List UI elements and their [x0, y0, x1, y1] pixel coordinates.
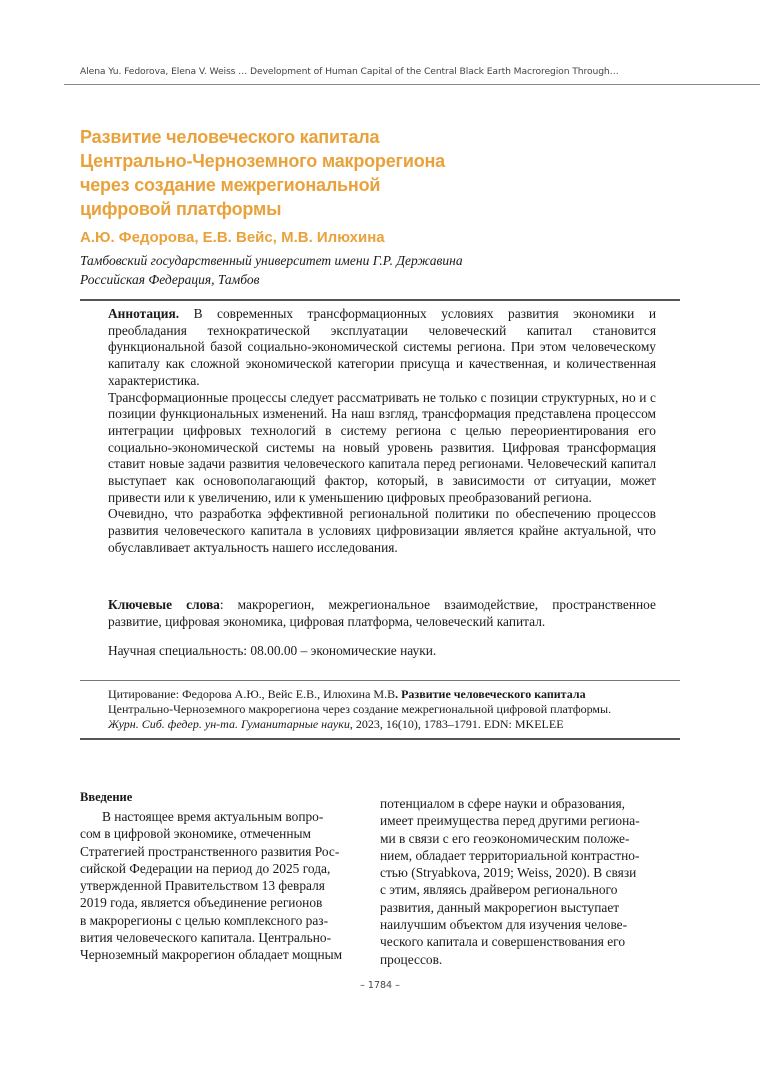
body-line: 2019 года, является объединение регионов	[80, 895, 323, 911]
title-line: цифровой платформы	[80, 199, 282, 219]
body-line: вития человеческого капитала. Центрально-	[80, 930, 332, 946]
authors: А.Ю. Федорова, Е.В. Вейс, М.В. Илюхина	[80, 229, 385, 246]
article-title	[80, 125, 600, 221]
body-line: Черноземный макрорегион обладает мощным	[80, 947, 343, 963]
header-rule	[64, 84, 760, 85]
keywords-label: Ключевые слова	[108, 597, 220, 612]
body-line: Стратегией пространственного развития Рос-	[80, 843, 340, 859]
section-heading-introduction: Введение	[80, 790, 133, 804]
citation-line	[108, 687, 656, 702]
body-column-right	[380, 795, 662, 968]
affiliation	[80, 251, 463, 289]
citation-line	[108, 717, 656, 732]
page-number: – 1784 –	[360, 980, 400, 991]
abstract	[108, 306, 656, 557]
body-line: ми в связи с его геоэкономическим положе-	[380, 830, 630, 846]
body-line: сом в цифровой экономике, отмеченным	[80, 826, 311, 842]
body-line: наилучшим объектом для изучения челове-	[380, 917, 628, 933]
abstract-top-rule	[80, 299, 680, 301]
body-line: стью (Stryabkova, 2019; Weiss, 2020). В связи	[380, 865, 637, 881]
affiliation-university: Тамбовский государственный университет имени Г.Р. Державина	[80, 253, 463, 268]
body-line: с этим, являясь драйвером регионального	[380, 882, 618, 898]
body-line: развития, данный макрорегион выступает	[380, 899, 620, 915]
body-line: в макрорегионы с целью комплексного раз-	[80, 912, 329, 928]
abstract-paragraph	[108, 306, 656, 390]
citation-line: Центрально-Черноземного макрорегиона через создание межрегиональной цифровой платформы.	[108, 702, 612, 716]
abstract-paragraph: Очевидно, что разработка эффективной региональной политики по обеспечению процессов развития человеческого капитала в условиях цифровизации является крайне актуальной, что обуславливает актуальность нашего исследования.	[108, 506, 656, 555]
citation-authors: Цитирование: Федорова А.Ю., Вейс Е.В., Илюхина М.В	[108, 687, 396, 701]
abstract-text: В современных трансформационных условиях развития экономики и преобладания технократической эксплуатации человеческий капитал становится функциональной базой социально-экономической системы региона. При этом человеческому капиталу как сложной экономической категории присуща и качественная, и количественная характеристика.	[108, 306, 656, 388]
body-line: ческого капитала и совершенствования его	[380, 934, 626, 950]
keywords-text: : макрорегион, межрегиональное взаимодействие, пространственное развитие, цифровая экономика, цифровая платформа, человеческий капитал.	[108, 597, 656, 629]
citation-title-start: . Развитие человеческого капитала	[395, 687, 586, 701]
body-line: сийской Федерации на период до 2025 года,	[80, 860, 331, 876]
body-line: процессов.	[380, 951, 443, 967]
citation-bottom-rule	[80, 738, 680, 740]
body-line: В настоящее время актуальным вопро-	[102, 809, 324, 824]
body-line: утвержденной Правительством 13 февраля	[80, 878, 325, 894]
affiliation-location: Российская Федерация, Тамбов	[80, 272, 260, 287]
citation-details: , 2023, 16(10), 1783–1791. EDN: MKELEE	[349, 717, 564, 731]
keywords	[108, 596, 656, 630]
citation-top-rule	[80, 680, 680, 681]
citation-block	[108, 687, 656, 732]
citation-journal: Журн. Сиб. федер. ун-та. Гуманитарные науки	[108, 717, 350, 731]
scientific-specialty: Научная специальность: 08.00.00 – экономические науки.	[108, 643, 437, 658]
running-head: Alena Yu. Fedorova, Elena V. Weiss … Development of Human Capital of the Central Black Earth Macroregion Through…	[80, 66, 619, 77]
body-column-left	[80, 808, 362, 964]
body-line: имеет преимущества перед другими региона-	[380, 813, 640, 829]
abstract-paragraph: Трансформационные процессы следует рассматривать не только с позиции структурных, но и с позиции функциональных изменений. На наш взгляд, трансформация представлена процессом интеграции цифровых технологий в систему региона с целью переориентирования его социально-экономической системы на новый уровень развития. Цифровая трансформация ставит новые задачи развития человеческого капитала перед регионами. Человеческий капитал выступает как основополагающий фактор, который, в зависимости от ситуации, может привести или к увеличению, или к уменьшению цифровых преобразований региона.	[108, 389, 656, 505]
title-line: Центрально-Черноземного макрорегиона	[80, 151, 445, 171]
abstract-label: Аннотация.	[108, 306, 180, 321]
body-line: нием, обладает территориальной контрастно-	[380, 847, 640, 863]
title-line: через создание межрегиональной	[80, 175, 381, 195]
title-line: Развитие человеческого капитала	[80, 127, 380, 147]
body-line: потенциалом в сфере науки и образования,	[380, 796, 626, 811]
